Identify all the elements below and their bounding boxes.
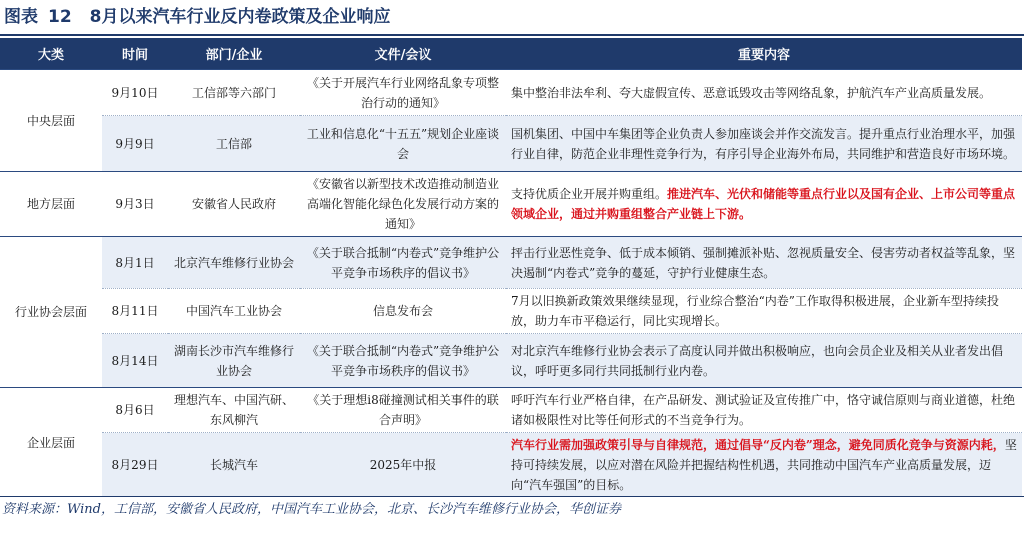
doc-cell: 2025年中报 — [300, 433, 506, 498]
header-date: 时间 — [102, 38, 168, 70]
doc-cell: 《关于理想i8碰撞测试相关事件的联合声明》 — [300, 388, 506, 433]
table-body — [0, 70, 1022, 498]
doc-cell: 《关于联合抵制“内卷式”竞争维护公平竞争市场秩序的倡议书》 — [300, 237, 506, 289]
date-cell: 8月29日 — [102, 433, 168, 498]
content-cell — [506, 116, 1022, 172]
content-cell — [506, 388, 1022, 433]
header-content: 重要内容 — [506, 38, 1022, 70]
org-cell: 理想汽车、中国汽研、东风柳汽 — [168, 388, 300, 433]
table-row — [0, 237, 1022, 289]
doc-cell: 《安徽省以新型技术改造推动制造业高端化智能化绿色化发展行动方案的通知》 — [300, 172, 506, 237]
org-cell: 工信部等六部门 — [168, 70, 300, 116]
table-row — [0, 334, 1022, 388]
content-text: 呼吁汽车行业严格自律，在产品研发、测试验证及宣传推广中，恪守诚信原则与商业道德，杜绝诸如极限性对比等任何形式的不当竞争行为。 — [511, 393, 1016, 427]
doc-cell: 工业和信息化“十五五”规划企业座谈会 — [300, 116, 506, 172]
content-text: 抨击行业恶性竞争、低于成本倾销、强制摊派补贴、忽视质量安全、侵害劳动者权益等乱象，坚决遏制“内卷式”竞争的蔓延，守护行业健康生态。 — [511, 245, 1016, 280]
header-doc: 文件/会议 — [300, 38, 506, 70]
org-cell: 安徽省人民政府 — [168, 172, 300, 237]
header-category: 大类 — [0, 38, 102, 70]
category-cell: 企业层面 — [0, 388, 102, 498]
table-row — [0, 388, 1022, 433]
table-row — [0, 70, 1022, 116]
table-header-row — [0, 38, 1022, 70]
content-text: 支持优质企业开展并购重组。 — [511, 187, 668, 201]
content-cell — [506, 237, 1022, 289]
header-org: 部门/企业 — [168, 38, 300, 70]
table-row — [0, 116, 1022, 172]
org-cell: 湖南长沙市汽车维修行业协会 — [168, 334, 300, 388]
doc-cell: 《关于联合抵制“内卷式”竞争维护公平竞争市场秩序的倡议书》 — [300, 334, 506, 388]
highlight-text: 汽车行业需加强政策引导与自律规范，通过倡导“反内卷”理念，避免同质化竞争与资源内耗， — [511, 438, 1005, 452]
bottom-rule — [0, 496, 1024, 497]
table-row — [0, 433, 1022, 498]
figure-number: 12 — [48, 7, 72, 27]
title-rule — [0, 34, 1024, 36]
highlight-text: 推进汽车、光伏和储能等重点行业以及国有企业、上市公司等重点领域企业，通过并购重组整合产业链上下游。 — [511, 187, 1016, 221]
policy-table — [0, 38, 1022, 497]
figure-title — [0, 0, 1024, 34]
figure-label: 图表 — [4, 7, 38, 27]
category-cell: 行业协会层面 — [0, 237, 102, 388]
date-cell: 8月11日 — [102, 289, 168, 334]
doc-cell: 信息发布会 — [300, 289, 506, 334]
content-text: 国机集团、中国中车集团等企业负责人参加座谈会并作交流发言。提升重点行业治理水平，加强行业自律，防范企业非理性竞争行为，有序引导企业海外布局，共同维护和营造良好市场环境。 — [511, 126, 1016, 161]
content-cell — [506, 433, 1022, 498]
table-row — [0, 172, 1022, 237]
content-text: 7月以旧换新政策效果继续显现，行业综合整治“内卷”工作取得积极进展，企业新车型持续投放，助力车市平稳运行，同比实现增长。 — [511, 294, 999, 328]
category-cell: 中央层面 — [0, 70, 102, 172]
org-cell: 中国汽车工业协会 — [168, 289, 300, 334]
content-text: 集中整治非法牟利、夸大虚假宣传、恶意诋毁攻击等网络乱象，护航汽车产业高质量发展。 — [511, 85, 992, 100]
content-cell — [506, 70, 1022, 116]
content-cell — [506, 172, 1022, 237]
date-cell: 9月9日 — [102, 116, 168, 172]
doc-cell: 《关于开展汽车行业网络乱象专项整治行动的通知》 — [300, 70, 506, 116]
date-cell: 9月10日 — [102, 70, 168, 116]
figure-title-text: 8月以来汽车行业反内卷政策及企业响应 — [89, 7, 391, 27]
date-cell: 8月1日 — [102, 237, 168, 289]
date-cell: 8月6日 — [102, 388, 168, 433]
table-row — [0, 289, 1022, 334]
content-cell — [506, 334, 1022, 388]
content-text: 对北京汽车维修行业协会表示了高度认同并做出积极响应，也向会员企业及相关从业者发出倡议，呼吁更多同行共同抵制行业内卷。 — [511, 343, 1004, 378]
org-cell: 长城汽车 — [168, 433, 300, 498]
content-text: 坚持可持续发展，以应对潜在风险并把握结构性机遇，共同推动中国汽车产业高质量发展，迈向“汽车强国”的目标。 — [511, 438, 1017, 492]
content-cell — [506, 289, 1022, 334]
date-cell: 9月3日 — [102, 172, 168, 237]
date-cell: 8月14日 — [102, 334, 168, 388]
source-note: 资料来源：Wind，工信部，安徽省人民政府，中国汽车工业协会，北京、长沙汽车维修行业协会，华创证券 — [2, 502, 621, 517]
org-cell: 工信部 — [168, 116, 300, 172]
category-cell: 地方层面 — [0, 172, 102, 237]
org-cell: 北京汽车维修行业协会 — [168, 237, 300, 289]
